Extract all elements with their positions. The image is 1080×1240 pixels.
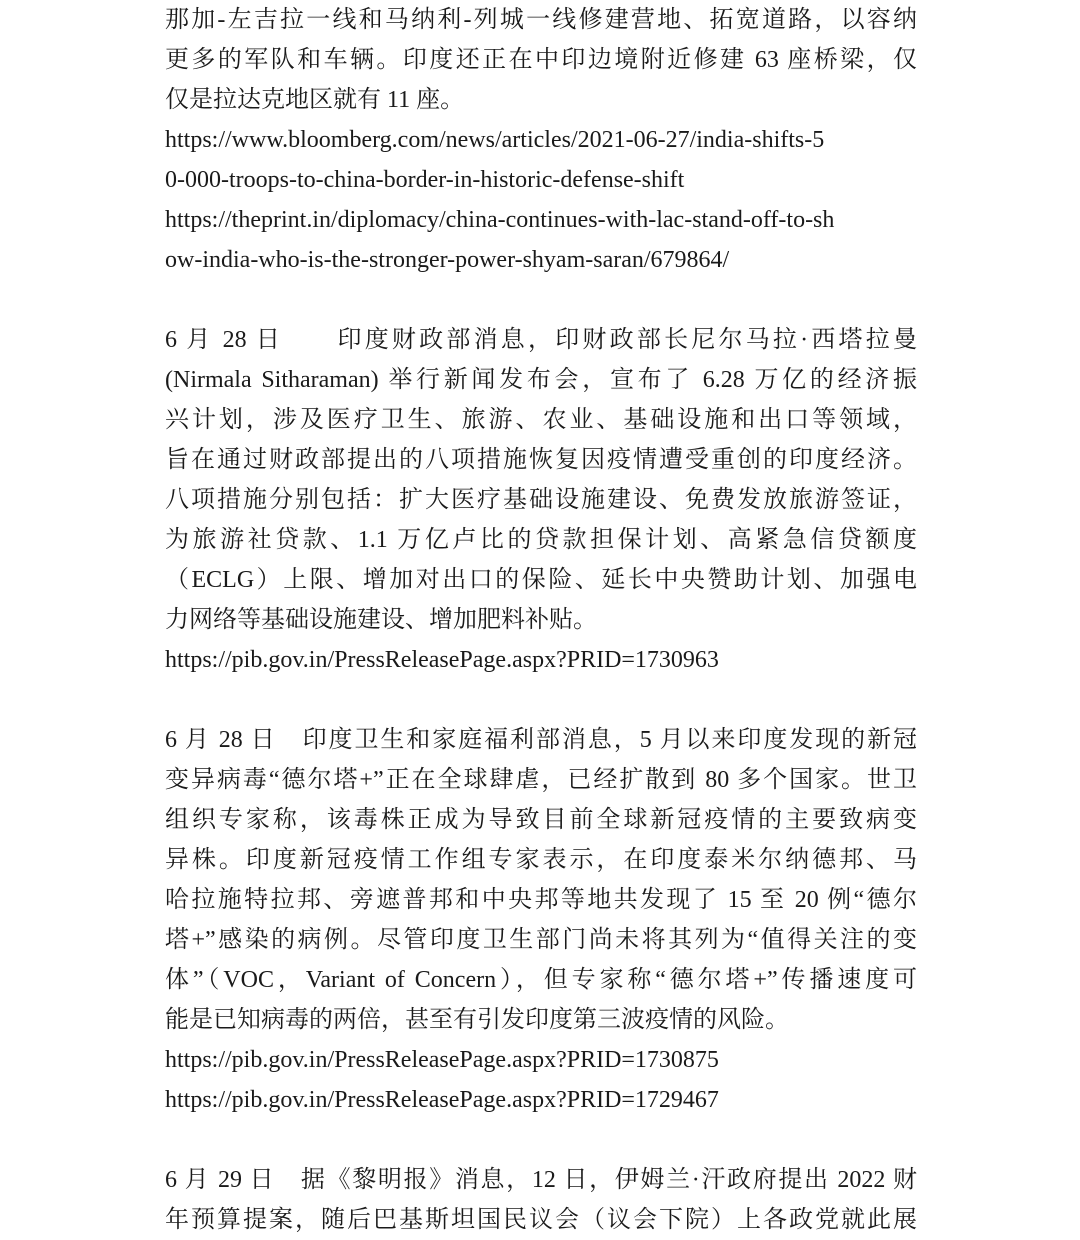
text-line: （ECLG）上限、增加对出口的保险、延长中央赞助计划、加强电 <box>165 567 917 593</box>
paragraph-2 <box>165 320 917 680</box>
url-line[interactable]: https://theprint.in/diplomacy/china-continues-with-lac-stand-off-to-sh <box>165 207 835 233</box>
url-line[interactable]: 0-000-troops-to-china-border-in-historic-defense-shift <box>165 167 685 193</box>
document-page <box>165 0 917 1240</box>
paragraph-3 <box>165 720 917 1120</box>
paragraph-4 <box>165 1160 917 1240</box>
text-line: 力网络等基础设施建设、增加肥料补贴。 <box>165 607 597 633</box>
text-line: 那加-左吉拉一线和马纳利-列城一线修建营地、拓宽道路，以容纳 <box>165 7 917 33</box>
paragraph-1 <box>165 0 917 280</box>
text-line: 仅是拉达克地区就有 11 座。 <box>165 87 465 113</box>
paragraph-gap <box>165 280 917 320</box>
text-line: 6 月 28 日 印度卫生和家庭福利部消息，5 月以来印度发现的新冠 <box>165 727 917 753</box>
text-line: 哈拉施特拉邦、旁遮普邦和中央邦等地共发现了 15 至 20 例“德尔 <box>165 887 917 913</box>
text-line: (Nirmala Sitharaman) 举行新闻发布会，宣布了 6.28 万亿的经济振 <box>165 367 917 393</box>
text-line: 塔+”感染的病例。尽管印度卫生部门尚未将其列为“值得关注的变 <box>165 927 917 953</box>
text-line: 八项措施分别包括：扩大医疗基础设施建设、免费发放旅游签证， <box>165 487 917 513</box>
text-line: 6 月 29 日 据《黎明报》消息，12 日，伊姆兰·汗政府提出 2022 财 <box>165 1167 917 1193</box>
text-line: 能是已知病毒的两倍，甚至有引发印度第三波疫情的风险。 <box>165 1007 789 1033</box>
text-line: 旨在通过财政部提出的八项措施恢复因疫情遭受重创的印度经济。 <box>165 447 917 473</box>
url-line[interactable]: https://www.bloomberg.com/news/articles/2021-06-27/india-shifts-5 <box>165 127 825 153</box>
paragraph-gap <box>165 680 917 720</box>
url-line[interactable]: https://pib.gov.in/PressReleasePage.aspx?PRID=1730875 <box>165 1047 719 1073</box>
url-line[interactable]: https://pib.gov.in/PressReleasePage.aspx?PRID=1730963 <box>165 647 719 673</box>
text-line: 变异病毒“德尔塔+”正在全球肆虐，已经扩散到 80 多个国家。世卫 <box>165 767 917 793</box>
text-line: 更多的军队和车辆。印度还正在中印边境附近修建 63 座桥梁，仅 <box>165 47 917 73</box>
text-line: 年预算提案，随后巴基斯坦国民议会（议会下院）上各政党就此展 <box>165 1207 917 1233</box>
text-line: 为旅游社贷款、1.1 万亿卢比的贷款担保计划、高紧急信贷额度 <box>165 527 917 553</box>
text-line: 体”（VOC，Variant of Concern），但专家称“德尔塔+”传播速度可 <box>165 967 917 993</box>
text-line: 6 月 28 日 印度财政部消息，印财政部长尼尔马拉·西塔拉曼 <box>165 327 917 353</box>
paragraph-gap <box>165 1120 917 1160</box>
url-line[interactable]: https://pib.gov.in/PressReleasePage.aspx?PRID=1729467 <box>165 1087 719 1113</box>
text-line: 异株。印度新冠疫情工作组专家表示，在印度泰米尔纳德邦、马 <box>165 847 917 873</box>
text-line: 兴计划，涉及医疗卫生、旅游、农业、基础设施和出口等领域， <box>165 407 917 433</box>
url-line[interactable]: ow-india-who-is-the-stronger-power-shyam-saran/679864/ <box>165 247 730 273</box>
text-line: 组织专家称，该毒株正成为导致目前全球新冠疫情的主要致病变 <box>165 807 917 833</box>
